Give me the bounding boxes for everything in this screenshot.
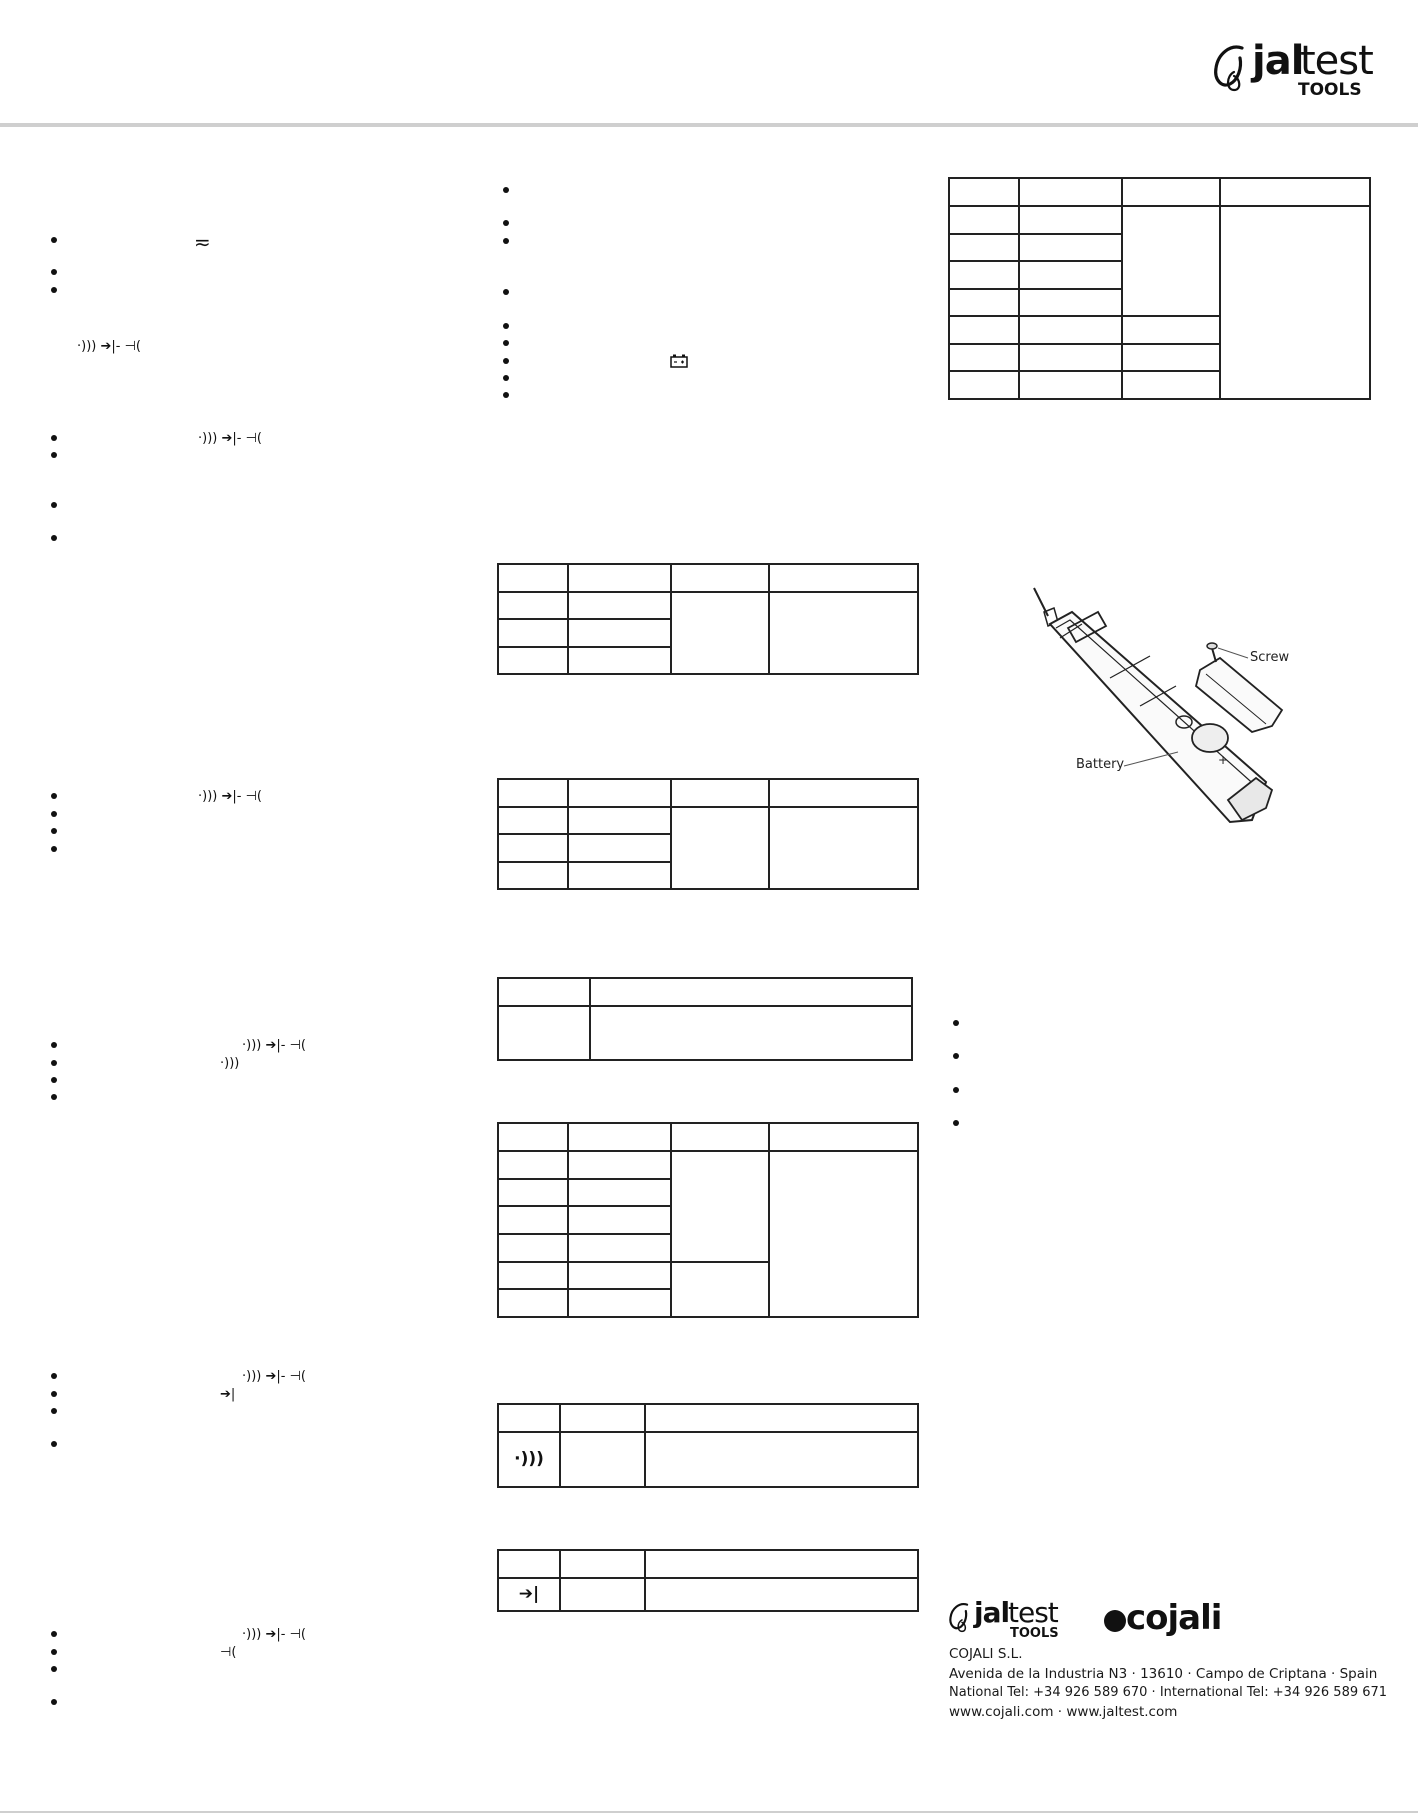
- company-address: Avenida de la Industria N3 · 13610 · Campo de Criptana · Spain: [949, 1666, 1378, 1682]
- list-bullet: [51, 502, 57, 508]
- spec-table-4: [497, 1122, 919, 1318]
- spec-table-5: [948, 177, 1371, 400]
- continuity-icon: ·))): [220, 1056, 240, 1071]
- jaltest-emblem-icon: [948, 1598, 976, 1638]
- list-bullet: [503, 358, 509, 364]
- list-bullet: [51, 1441, 57, 1447]
- list-bullet: [51, 287, 57, 293]
- list-bullet: [503, 238, 509, 244]
- diode-icon: ➔|: [220, 1387, 236, 1402]
- cojali-dot-icon: [1104, 1610, 1126, 1632]
- list-bullet: [51, 1408, 57, 1414]
- battery-icon: [670, 354, 688, 368]
- list-bullet: [51, 828, 57, 834]
- list-bullet: [953, 1053, 959, 1059]
- mode-symbols-icon: ·))) ➔|- ⊣(: [242, 1627, 306, 1642]
- list-bullet: [51, 1373, 57, 1379]
- jaltest-emblem-icon: [1212, 42, 1256, 96]
- list-bullet: [51, 1060, 57, 1066]
- list-bullet: [51, 1649, 57, 1655]
- list-bullet: [953, 1087, 959, 1093]
- list-bullet: [51, 237, 57, 243]
- cojali-wordmark: cojali: [1126, 1598, 1222, 1638]
- list-bullet: [503, 392, 509, 398]
- list-bullet: [51, 1631, 57, 1637]
- list-bullet: [503, 375, 509, 381]
- list-bullet: [503, 187, 509, 193]
- battery-label: Battery: [1076, 757, 1125, 772]
- list-bullet: [51, 435, 57, 441]
- list-bullet: [953, 1120, 959, 1126]
- capacitance-icon: ⊣(: [220, 1645, 237, 1660]
- footer-jaltest-logo: [948, 1596, 1068, 1642]
- list-bullet: [51, 793, 57, 799]
- company-name: COJALI S.L.: [949, 1646, 1023, 1662]
- diode-table: [497, 1549, 919, 1612]
- mode-symbols-icon: ·))) ➔|- ⊣(: [198, 789, 262, 804]
- logo-brand-bold: jal: [1252, 38, 1304, 84]
- logo-sub: TOOLS: [1010, 1626, 1059, 1641]
- logo-brand-bold: jal: [974, 1596, 1010, 1629]
- list-bullet: [51, 1666, 57, 1672]
- list-bullet: [51, 1042, 57, 1048]
- jaltest-tools-logo: [1212, 38, 1377, 98]
- continuity-icon: ·))): [514, 1448, 544, 1469]
- company-phones: National Tel: +34 926 589 670 · International Tel: +34 926 589 671: [949, 1685, 1388, 1700]
- mode-symbols-icon: ·))) ➔|- ⊣(: [242, 1369, 306, 1384]
- list-bullet: [51, 846, 57, 852]
- header-divider: [0, 123, 1418, 127]
- continuity-table: [497, 1403, 919, 1488]
- spec-table-3: [497, 977, 913, 1061]
- mode-symbols-icon: ·))) ➔|- ⊣(: [198, 431, 262, 446]
- svg-text:+: +: [1218, 753, 1229, 767]
- list-bullet: [51, 1391, 57, 1397]
- spec-table-2: [497, 778, 919, 890]
- list-bullet: [503, 289, 509, 295]
- company-websites: www.cojali.com · www.jaltest.com: [949, 1704, 1178, 1720]
- list-bullet: [503, 340, 509, 346]
- logo-brand-light: test: [1008, 1596, 1058, 1629]
- battery-replacement-figure: [1020, 582, 1320, 832]
- list-bullet: [503, 220, 509, 226]
- list-bullet: [51, 1077, 57, 1083]
- list-bullet: [953, 1020, 959, 1026]
- logo-sub: TOOLS: [1298, 80, 1362, 100]
- mode-symbols-icon: ·))) ➔|- ⊣(: [242, 1038, 306, 1053]
- mode-symbols-icon: ·))) ➔|- ⊣(: [77, 339, 141, 354]
- list-bullet: [51, 811, 57, 817]
- list-bullet: [51, 452, 57, 458]
- logo-brand-light: test: [1300, 38, 1373, 84]
- screw-label: Screw: [1250, 650, 1290, 665]
- ac-icon: ≂: [194, 230, 211, 254]
- list-bullet: [51, 269, 57, 275]
- spec-table-1: [497, 563, 919, 675]
- footer-divider: [0, 1811, 1418, 1813]
- footer-cojali-logo: [1102, 1598, 1234, 1638]
- list-bullet: [51, 1699, 57, 1705]
- meter-drawing: [1020, 582, 1320, 832]
- list-bullet: [51, 1094, 57, 1100]
- diode-icon: ➔|: [518, 1583, 540, 1604]
- list-bullet: [503, 323, 509, 329]
- list-bullet: [51, 535, 57, 541]
